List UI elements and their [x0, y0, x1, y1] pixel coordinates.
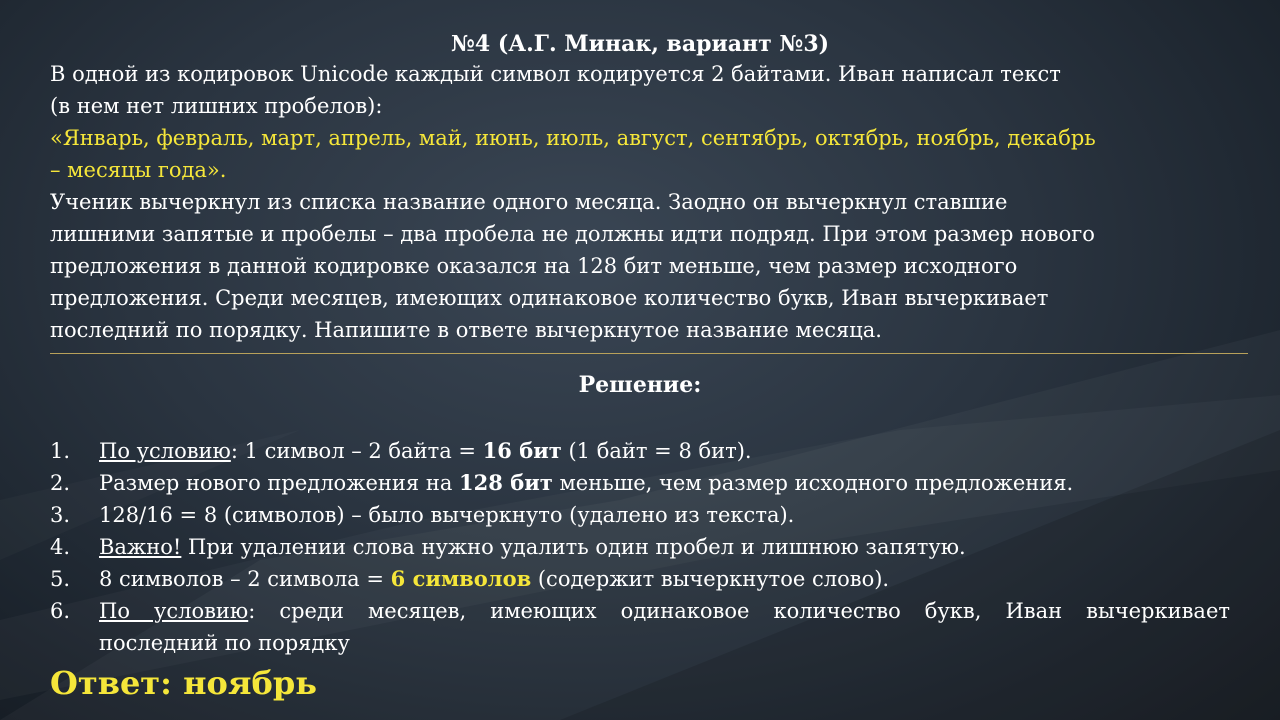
step-number: 4. — [50, 535, 71, 559]
solution-step — [50, 499, 1230, 531]
problem-line-2: (в нем нет лишних пробелов): — [50, 94, 383, 118]
problem-body-line: предложения. Среди месяцев, имеющих одинаковое количество букв, Иван вычеркивает — [50, 286, 1049, 310]
problem-body-line: Ученик вычеркнул из списка название одного месяца. Заодно он вычеркнул ставшие — [50, 190, 1008, 214]
solution-step — [50, 595, 1230, 659]
quote-line-2: – месяцы года». — [50, 158, 227, 182]
step-text: : среди месяцев, имеющих одинаковое количество букв, Иван вычеркивает — [248, 599, 1230, 623]
problem-line-1: В одной из кодировок Unicode каждый символ кодируется 2 байтами. Иван написал текст — [50, 62, 1061, 86]
step-underline: По условию — [99, 439, 231, 463]
step-text: (содержит вычеркнутое слово). — [531, 567, 890, 591]
quote-line-1: «Январь, февраль, март, апрель, май, июнь, июль, август, сентябрь, октябрь, ноябрь, декабрь — [50, 126, 1096, 150]
step-text: Размер нового предложения на — [99, 471, 460, 495]
step-text: При удалении слова нужно удалить один пробел и лишнюю запятую. — [181, 535, 966, 559]
divider — [50, 353, 1248, 354]
problem-body-line: последний по порядку. Напишите в ответе вычеркнутое название месяца. — [50, 318, 882, 342]
slide-title: №4 (А.Г. Минак, вариант №3) — [450, 31, 830, 57]
solution-step — [50, 563, 1230, 595]
step-text: последний по порядку — [99, 631, 350, 655]
step-text: : 1 символ – 2 байта = — [230, 439, 483, 463]
solution-step — [50, 435, 1230, 467]
solution-step — [50, 531, 1230, 563]
step-number: 3. — [50, 503, 71, 527]
step-text: (1 байт = 8 бит). — [561, 439, 752, 463]
solution-steps — [50, 435, 1230, 659]
step-number: 6. — [50, 599, 71, 623]
solution-title: Решение: — [578, 372, 702, 398]
step-underline: По условию — [99, 599, 249, 623]
step-highlight: 6 символов — [390, 566, 532, 591]
answer: Ответ: ноябрь — [50, 664, 317, 702]
step-number: 1. — [50, 439, 71, 463]
step-bold: 16 бит — [482, 438, 562, 463]
solution-step — [50, 467, 1230, 499]
step-text: 128/16 = 8 (символов) – было вычеркнуто (удалено из текста). — [99, 503, 795, 527]
problem-body-line: лишними запятые и пробелы – два пробела не должны идти подряд. При этом размер нового — [50, 222, 1095, 246]
step-number: 2. — [50, 471, 71, 495]
step-text: меньше, чем размер исходного предложения. — [552, 471, 1074, 495]
step-number: 5. — [50, 567, 71, 591]
problem-body-line: предложения в данной кодировке оказался на 128 бит меньше, чем размер исходного — [50, 254, 1018, 278]
step-bold: 128 бит — [459, 470, 553, 495]
step-underline: Важно! — [99, 535, 182, 559]
step-text: 8 символов – 2 символа = — [99, 567, 391, 591]
